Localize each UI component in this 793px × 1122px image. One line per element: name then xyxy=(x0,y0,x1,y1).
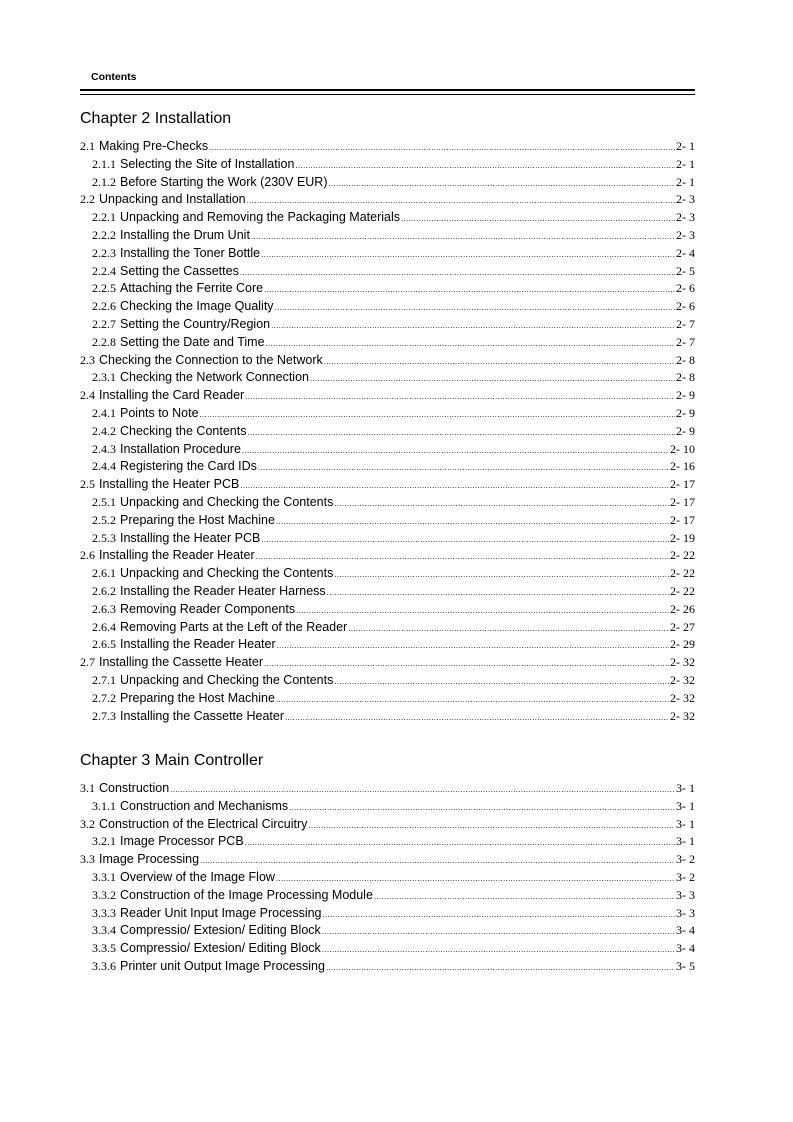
toc-entry-title: Points to Note xyxy=(120,405,199,420)
toc-entry-page: 2- 1 xyxy=(676,174,695,189)
toc-entry-page: 2- 16 xyxy=(670,459,695,474)
toc-entry-number: 2.1 xyxy=(80,139,95,153)
toc-entry[interactable] xyxy=(80,352,695,370)
toc-entry-page: 2- 29 xyxy=(670,637,695,652)
chapter-2-title: Chapter 2 Installation xyxy=(80,110,232,127)
toc-entry-page: 2- 32 xyxy=(670,655,695,670)
dot-leader xyxy=(266,335,675,353)
toc-entry-page: 3- 1 xyxy=(676,781,695,795)
toc-entry-number: 3.2.1 xyxy=(92,834,116,849)
toc-entry-number: 2.7.2 xyxy=(92,690,116,705)
toc-entry[interactable] xyxy=(80,958,695,976)
dot-leader xyxy=(240,477,669,495)
toc-entry[interactable] xyxy=(80,851,695,869)
toc-entry-number: 3.3.6 xyxy=(92,958,116,973)
dot-leader xyxy=(289,799,675,817)
toc-entry[interactable] xyxy=(80,833,695,851)
toc-entry-number: 2.2.3 xyxy=(92,245,116,260)
toc-entry-title: Installing the Card Reader xyxy=(99,388,245,403)
toc-entry-page: 2- 9 xyxy=(676,388,695,403)
toc-entry-number: 2.4.1 xyxy=(92,405,116,420)
toc-entry-number: 3.1.1 xyxy=(92,798,116,813)
toc-entry-page: 2- 9 xyxy=(676,423,695,438)
toc-entry-number: 2.2 xyxy=(80,192,95,207)
toc-entry[interactable] xyxy=(80,690,695,708)
toc-entry-title: Unpacking and Checking the Contents xyxy=(120,566,334,581)
dot-leader xyxy=(285,709,669,727)
toc-entry-title: Before Starting the Work (230V EUR) xyxy=(120,174,328,189)
dot-leader xyxy=(264,281,675,299)
toc-entry-page: 2- 5 xyxy=(676,263,695,278)
toc-entry-title: Unpacking and Installation xyxy=(99,192,246,207)
toc-entry-title: Overview of the Image Flow xyxy=(120,869,275,884)
toc-entry-number: 2.6.4 xyxy=(92,619,116,634)
toc-entry[interactable] xyxy=(80,530,695,548)
toc-entry[interactable] xyxy=(80,423,695,441)
toc-entry-number: 3.2 xyxy=(80,816,95,831)
toc-entry-title: Installing the Drum Unit xyxy=(120,227,250,242)
chapter-3-toc-list xyxy=(80,780,695,976)
toc-entry[interactable] xyxy=(80,298,695,316)
toc-entry-number: 2.2.7 xyxy=(92,316,116,331)
toc-entry-title: Image Processor PCB xyxy=(120,834,244,849)
toc-entry-number: 2.7 xyxy=(80,655,95,670)
toc-entry-page: 2- 6 xyxy=(676,281,695,296)
dot-leader xyxy=(295,157,675,175)
toc-entry-title: Construction of the Electrical Circuitry xyxy=(99,816,308,831)
toc-entry-page: 3- 1 xyxy=(676,834,695,849)
toc-entry-number: 2.3 xyxy=(80,352,95,367)
toc-entry-page: 3- 3 xyxy=(676,905,695,920)
dot-leader xyxy=(323,906,676,924)
dot-leader xyxy=(242,442,669,460)
toc-entry-number: 3.3.2 xyxy=(92,887,116,902)
toc-entry[interactable] xyxy=(80,334,695,352)
toc-entry[interactable] xyxy=(80,476,695,494)
toc-entry-title: Removing Reader Components xyxy=(120,601,296,616)
toc-entry[interactable] xyxy=(80,816,695,834)
toc-entry-page: 2- 3 xyxy=(676,210,695,225)
dot-leader xyxy=(324,353,675,371)
toc-entry-title: Selecting the Site of Installation xyxy=(120,156,295,171)
toc-entry-page: 3- 3 xyxy=(676,887,695,902)
dot-leader xyxy=(276,870,675,888)
toc-entry-page: 2- 32 xyxy=(670,708,695,723)
toc-entry-page: 2- 6 xyxy=(676,299,695,314)
toc-entry-number: 3.3.5 xyxy=(92,941,116,956)
dot-leader xyxy=(245,388,675,406)
toc-entry[interactable] xyxy=(80,156,695,174)
toc-entry-page: 3- 4 xyxy=(676,923,695,938)
toc-entry-page: 2- 9 xyxy=(676,405,695,420)
toc-entry-title: Installing the Toner Bottle xyxy=(120,245,261,260)
toc-entry[interactable] xyxy=(80,619,695,637)
toc-entry-title: Making Pre-Checks xyxy=(99,139,209,153)
toc-entry-page: 2- 10 xyxy=(670,441,695,456)
toc-entry-page: 2- 22 xyxy=(670,566,695,581)
dot-leader xyxy=(329,175,676,193)
toc-entry-title: Installing the Heater PCB xyxy=(120,530,261,545)
toc-entry-page: 3- 4 xyxy=(676,941,695,956)
toc-entry-number: 2.5.1 xyxy=(92,494,116,509)
toc-entry-number: 2.2.6 xyxy=(92,299,116,314)
dot-leader xyxy=(251,228,675,246)
toc-entry-page: 2- 27 xyxy=(670,619,695,634)
dot-leader xyxy=(209,139,675,157)
toc-entry-page: 2- 22 xyxy=(670,583,695,598)
toc-entry-page: 2- 7 xyxy=(676,334,695,349)
toc-entry-number: 2.7.3 xyxy=(92,708,116,723)
toc-entry-number: 2.3.1 xyxy=(92,370,116,385)
toc-entry-number: 2.2.4 xyxy=(92,263,116,278)
toc-entry-number: 2.4.4 xyxy=(92,459,116,474)
dot-leader xyxy=(247,424,675,442)
toc-entry[interactable] xyxy=(80,922,695,940)
toc-entry-page: 2- 7 xyxy=(676,316,695,331)
dot-leader xyxy=(264,655,669,673)
toc-entry-title: Reader Unit Input Image Processing xyxy=(120,905,322,920)
toc-entry-number: 3.3 xyxy=(80,852,95,867)
toc-entry-title: Compressio/ Extesion/ Editing Block xyxy=(120,941,321,956)
dot-leader xyxy=(256,548,669,566)
dot-leader xyxy=(334,566,669,584)
toc-entry-number: 2.1.1 xyxy=(92,156,116,171)
toc-entry-page: 2- 19 xyxy=(670,530,695,545)
toc-entry-number: 3.3.3 xyxy=(92,905,116,920)
dot-leader xyxy=(170,781,675,799)
dot-leader xyxy=(374,888,675,906)
toc-entry-number: 3.3.4 xyxy=(92,923,116,938)
toc-entry-title: Unpacking and Checking the Contents xyxy=(120,672,334,687)
toc-entry[interactable] xyxy=(80,780,695,798)
toc-entry-number: 2.6.2 xyxy=(92,583,116,598)
toc-entry[interactable] xyxy=(80,565,695,583)
toc-entry[interactable] xyxy=(80,458,695,476)
toc-entry[interactable] xyxy=(80,636,695,654)
chapter-3-title: Chapter 3 Main Controller xyxy=(80,752,264,769)
toc-entry[interactable] xyxy=(80,654,695,672)
toc-entry-number: 3.3.1 xyxy=(92,869,116,884)
dot-leader xyxy=(348,620,669,638)
toc-entry-title: Compressio/ Extesion/ Editing Block xyxy=(120,923,321,938)
toc-entry-title: Setting the Cassettes xyxy=(120,263,239,278)
toc-entry-title: Setting the Country/Region xyxy=(120,316,271,331)
toc-entry[interactable] xyxy=(80,905,695,923)
toc-entry-page: 3- 5 xyxy=(676,958,695,973)
dot-leader xyxy=(275,299,675,317)
dot-leader xyxy=(276,513,669,531)
toc-entry-page: 3- 2 xyxy=(676,869,695,884)
dot-leader xyxy=(326,959,675,977)
dot-leader xyxy=(322,923,675,941)
toc-entry-title: Registering the Card IDs xyxy=(120,459,257,474)
toc-entry-title: Setting the Date and Time xyxy=(120,334,265,349)
toc-entry-page: 3- 1 xyxy=(676,798,695,813)
toc-entry[interactable] xyxy=(80,174,695,192)
dot-leader xyxy=(245,834,675,852)
toc-entry-title: Installing the Heater PCB xyxy=(99,477,240,492)
toc-entry-number: 2.6 xyxy=(80,548,95,563)
dot-leader xyxy=(327,584,669,602)
toc-entry[interactable] xyxy=(80,887,695,905)
toc-entry-page: 2- 22 xyxy=(670,548,695,563)
toc-entry-title: Image Processing xyxy=(99,852,200,867)
toc-entry[interactable] xyxy=(80,441,695,459)
dot-leader xyxy=(308,817,675,835)
header-rule-thick xyxy=(80,89,695,91)
toc-entry-number: 2.5 xyxy=(80,477,95,492)
dot-leader xyxy=(261,531,669,549)
toc-entry-page: 2- 32 xyxy=(670,672,695,687)
toc-entry[interactable] xyxy=(80,940,695,958)
toc-entry-page: 2- 17 xyxy=(670,512,695,527)
toc-entry-number: 2.6.5 xyxy=(92,637,116,652)
toc-entry-page: 2- 32 xyxy=(670,690,695,705)
toc-entry-number: 2.7.1 xyxy=(92,672,116,687)
toc-entry-title: Construction and Mechanisms xyxy=(120,798,289,813)
dot-leader xyxy=(261,246,675,264)
toc-entry[interactable] xyxy=(80,387,695,405)
toc-entry[interactable] xyxy=(80,316,695,334)
toc-entry-page: 2- 26 xyxy=(670,601,695,616)
chapter-2-toc-list xyxy=(80,138,695,725)
toc-entry-number: 2.6.3 xyxy=(92,601,116,616)
toc-entry-number: 2.6.1 xyxy=(92,566,116,581)
toc-entry-title: Checking the Contents xyxy=(120,423,247,438)
toc-entry[interactable] xyxy=(80,209,695,227)
toc-entry[interactable] xyxy=(80,547,695,565)
toc-entry[interactable] xyxy=(80,512,695,530)
toc-entry-title: Unpacking and Removing the Packaging Materials xyxy=(120,210,401,225)
toc-entry[interactable] xyxy=(80,263,695,281)
toc-entry-number: 2.2.1 xyxy=(92,210,116,225)
dot-leader xyxy=(401,210,675,228)
toc-entry[interactable] xyxy=(80,601,695,619)
toc-entry[interactable] xyxy=(80,708,695,726)
toc-entry-number: 2.5.2 xyxy=(92,512,116,527)
toc-entry-title: Installation Procedure xyxy=(120,441,241,456)
toc-entry-page: 3- 1 xyxy=(676,816,695,831)
toc-entry-title: Installing the Cassette Heater xyxy=(120,708,284,723)
toc-entry-title: Construction of the Image Processing Module xyxy=(120,887,373,902)
dot-leader xyxy=(334,673,669,691)
toc-entry-number: 2.2.2 xyxy=(92,227,116,242)
toc-entry-page: 2- 4 xyxy=(676,245,695,260)
toc-entry-page: 2- 17 xyxy=(670,477,695,492)
toc-entry[interactable] xyxy=(80,405,695,423)
toc-entry-page: 2- 17 xyxy=(670,494,695,509)
dot-leader xyxy=(276,691,669,709)
toc-entry-page: 3- 2 xyxy=(676,852,695,867)
toc-entry-page: 2- 3 xyxy=(676,192,695,207)
toc-entry-title: Checking the Network Connection xyxy=(120,370,309,385)
toc-entry[interactable] xyxy=(80,227,695,245)
toc-entry[interactable] xyxy=(80,798,695,816)
dot-leader xyxy=(277,637,669,655)
toc-entry-number: 3.1 xyxy=(80,781,95,795)
toc-entry-page: 2- 1 xyxy=(676,139,695,153)
dot-leader xyxy=(240,264,675,282)
toc-entry-title: Checking the Image Quality xyxy=(120,299,274,314)
toc-entry[interactable] xyxy=(80,138,695,156)
toc-entry-title: Construction xyxy=(99,781,170,795)
toc-entry-title: Installing the Reader Heater xyxy=(120,637,276,652)
toc-entry-number: 2.5.3 xyxy=(92,530,116,545)
toc-entry-number: 2.4 xyxy=(80,388,95,403)
toc-entry-page: 2- 1 xyxy=(676,156,695,171)
toc-entry[interactable] xyxy=(80,245,695,263)
header-rule-thin xyxy=(80,94,695,95)
dot-leader xyxy=(258,459,669,477)
toc-entry-title: Installing the Reader Heater Harness xyxy=(120,583,326,598)
toc-entry-title: Attaching the Ferrite Core xyxy=(120,281,264,296)
toc-entry-title: Removing Parts at the Left of the Reader xyxy=(120,619,348,634)
toc-entry-number: 2.4.2 xyxy=(92,423,116,438)
toc-entry-title: Unpacking and Checking the Contents xyxy=(120,494,334,509)
toc-entry-title: Printer unit Output Image Processing xyxy=(120,958,325,973)
dot-leader xyxy=(310,370,675,388)
toc-entry-page: 2- 8 xyxy=(676,370,695,385)
toc-entry-title: Installing the Reader Heater xyxy=(99,548,255,563)
toc-entry[interactable] xyxy=(80,280,695,298)
toc-entry-number: 2.4.3 xyxy=(92,441,116,456)
toc-entry-number: 2.1.2 xyxy=(92,174,116,189)
dot-leader xyxy=(271,317,675,335)
toc-entry[interactable] xyxy=(80,869,695,887)
dot-leader xyxy=(200,852,675,870)
toc-entry-page: 2- 8 xyxy=(676,352,695,367)
dot-leader xyxy=(296,602,669,620)
toc-entry[interactable] xyxy=(80,583,695,601)
toc-entry-number: 2.2.8 xyxy=(92,334,116,349)
toc-entry[interactable] xyxy=(80,369,695,387)
toc-entry-number: 2.2.5 xyxy=(92,281,116,296)
toc-entry-title: Preparing the Host Machine xyxy=(120,690,275,705)
toc-entry[interactable] xyxy=(80,191,695,209)
dot-leader xyxy=(200,406,675,424)
dot-leader xyxy=(322,941,675,959)
toc-entry-title: Checking the Connection to the Network xyxy=(99,352,323,367)
toc-entry[interactable] xyxy=(80,672,695,690)
toc-entry-title: Preparing the Host Machine xyxy=(120,512,275,527)
dot-leader xyxy=(334,495,669,513)
running-header: Contents xyxy=(91,71,137,83)
toc-entry-page: 2- 3 xyxy=(676,227,695,242)
toc-entry[interactable] xyxy=(80,494,695,512)
toc-entry-title: Installing the Cassette Heater xyxy=(99,655,263,670)
dot-leader xyxy=(247,192,675,210)
